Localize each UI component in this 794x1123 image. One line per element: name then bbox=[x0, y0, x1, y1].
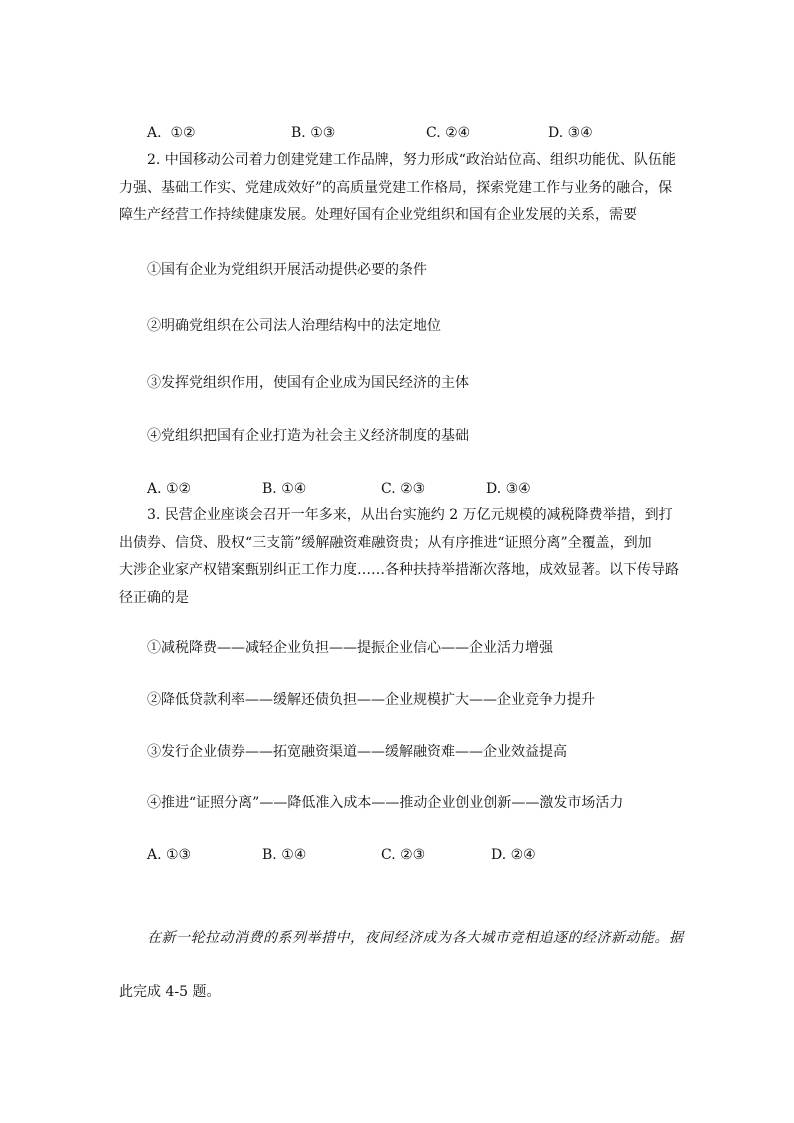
q2-option-a: A. ①② bbox=[147, 481, 192, 497]
q1-option-c: C. ②④ bbox=[426, 125, 471, 141]
q2-option-d: D. ③④ bbox=[486, 481, 531, 497]
material-line: 在新一轮拉动消费的系列举措中，夜间经济成为各大城市竞相追逐的经济新动能。据 bbox=[147, 930, 684, 946]
q1-option-b: B. ①③ bbox=[291, 125, 336, 141]
q2-option-c: C. ②③ bbox=[381, 481, 426, 497]
q2-statement: ①国有企业为党组织开展活动提供必要的条件 bbox=[147, 262, 427, 278]
q2-statement: ③发挥党组织作用，使国有企业成为国民经济的主体 bbox=[147, 375, 469, 391]
q2-statement: ②明确党组织在公司法人治理结构中的法定地位 bbox=[147, 318, 441, 334]
q3-statement: ①减税降费——减轻企业负担——提振企业信心——企业活力增强 bbox=[147, 640, 553, 656]
q3-stem-line: 大涉企业家产权错案甄别纠正工作力度……各种扶持举措渐次落地，成效显著。以下传导路 bbox=[119, 562, 679, 578]
q2-stem-line: 障生产经营工作持续健康发展。处理好国有企业党组织和国有企业发展的关系，需要 bbox=[119, 207, 637, 223]
q1-option-a: A. ①② bbox=[147, 125, 196, 141]
q3-option-c: C. ②③ bbox=[381, 847, 426, 863]
q2-option-b: B. ①④ bbox=[262, 481, 307, 497]
q1-option-d: D. ③④ bbox=[548, 125, 593, 141]
q3-option-d: D. ②④ bbox=[491, 847, 536, 863]
material-line: 此完成 4-5 题。 bbox=[119, 984, 221, 1000]
q3-statement: ③发行企业债券——拓宽融资渠道——缓解融资难——企业效益提高 bbox=[147, 744, 567, 760]
q3-option-a: A. ①③ bbox=[147, 847, 192, 863]
q3-stem-line: 出债券、信贷、股权“三支箭”缓解融资难融资贵；从有序推进“证照分离”全覆盖，到加 bbox=[119, 535, 652, 551]
q3-statement: ④推进“证照分离”——降低准入成本——推动企业创业创新——激发市场活力 bbox=[147, 795, 624, 811]
q3-stem-line: 3. 民营企业座谈会召开一年多来，从出台实施约 2 万亿元规模的减税降费举措，到打 bbox=[147, 507, 673, 523]
q3-statement: ②降低贷款利率——缓解还债负担——企业规模扩大——企业竞争力提升 bbox=[147, 692, 595, 708]
q3-option-b: B. ①④ bbox=[262, 847, 307, 863]
q3-stem-line: 径正确的是 bbox=[119, 590, 189, 606]
q2-statement: ④党组织把国有企业打造为社会主义经济制度的基础 bbox=[147, 428, 469, 444]
q2-stem-line: 2. 中国移动公司着力创建党建工作品牌，努力形成“政治站位高、组织功能优、队伍能 bbox=[147, 152, 676, 168]
q2-stem-line: 力强、基础工作实、党建成效好”的高质量党建工作格局，探索党建工作与业务的融合，保 bbox=[119, 180, 673, 196]
